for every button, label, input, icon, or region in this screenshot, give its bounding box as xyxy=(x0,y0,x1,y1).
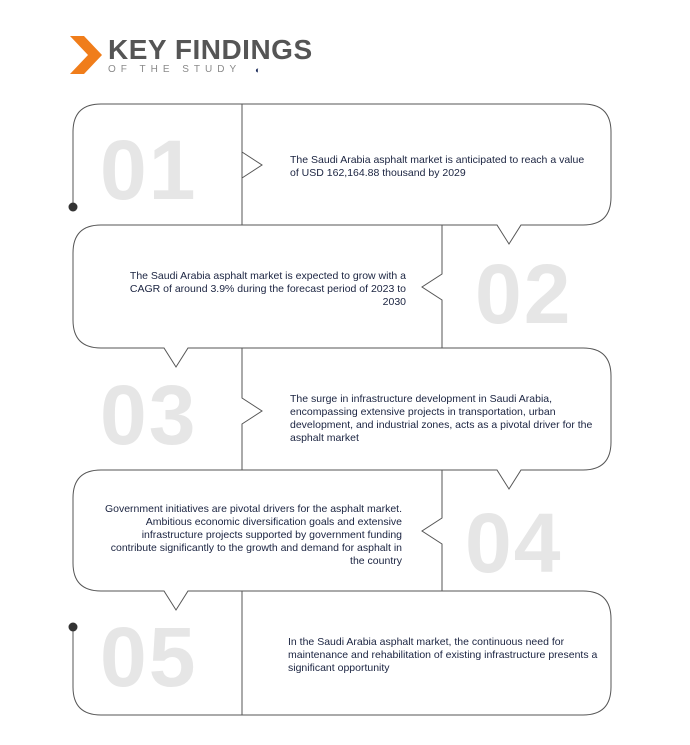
finding-number-01: 01 xyxy=(100,123,198,217)
finding-text-02: The Saudi Arabia asphalt market is expected to grow with a CAGR of around 3.9% during the forecast period of 2023 to 2030 xyxy=(129,270,406,308)
finding-number-05: 05 xyxy=(100,610,198,704)
finding-number-03: 03 xyxy=(100,368,198,462)
start-dot xyxy=(69,203,78,212)
finding-text-03: The surge in infrastructure development in Saudi Arabia, encompassing extensive projects in transportation, urban development, and industrial zones, acts as a pivotal driver for the asphalt market xyxy=(290,393,593,444)
page-subtitle: OF THE STUDY xyxy=(108,64,242,75)
crescent-icon: ◐ xyxy=(255,65,261,75)
page-title: KEY FINDINGS xyxy=(108,34,313,65)
finding-text-04: Government initiatives are pivotal drivers for the asphalt market. Ambitious economic diversification goals and extensive infrastructure projects supported by government funding contribute significantly to the growth and demand for asphalt in the country xyxy=(104,503,402,567)
finding-number-02: 02 xyxy=(475,247,573,341)
finding-text-01: The Saudi Arabia asphalt market is anticipated to reach a value of USD 162,164.88 thousand by 2029 xyxy=(290,154,585,179)
finding-number-04: 04 xyxy=(465,496,563,590)
finding-text-05: In the Saudi Arabia asphalt market, the continuous need for maintenance and rehabilitation of existing infrastructure presents a significant opportunity xyxy=(288,636,598,674)
end-dot xyxy=(69,623,78,632)
